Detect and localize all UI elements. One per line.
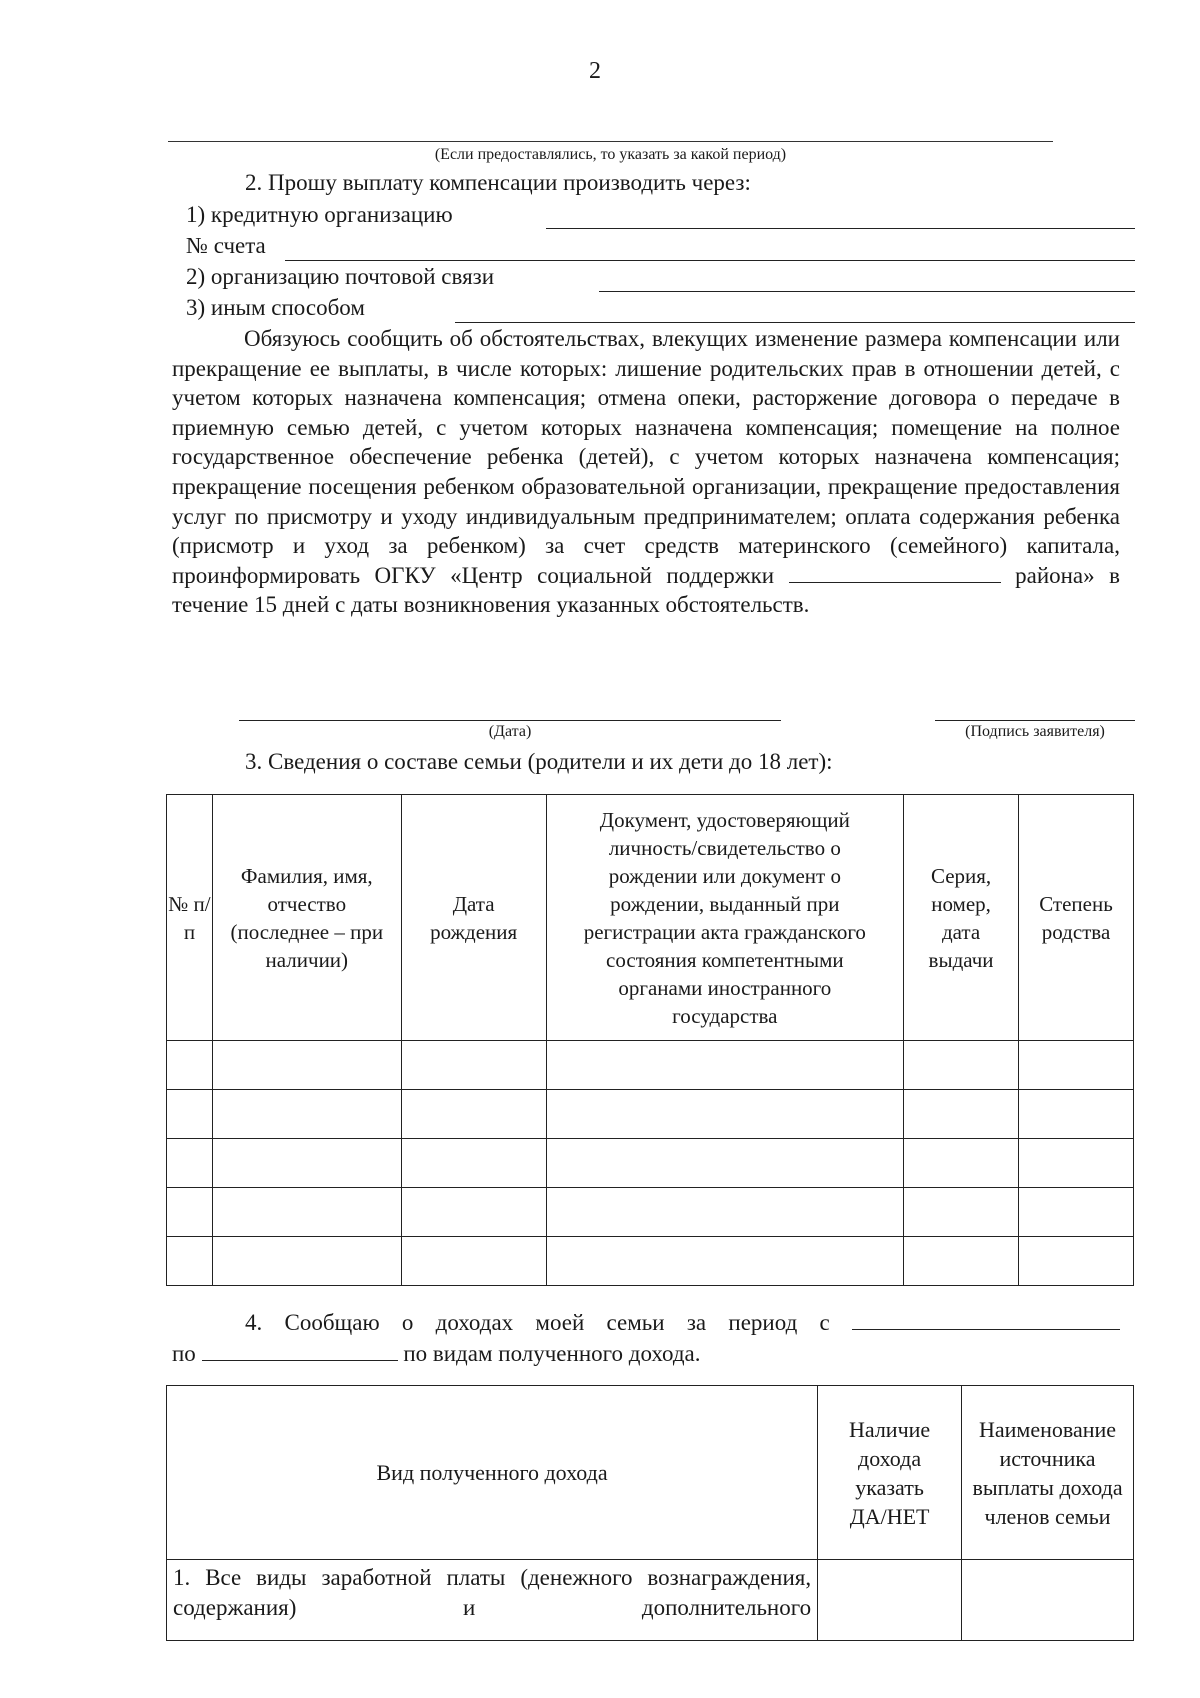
table-cell[interactable] [904, 1237, 1019, 1286]
table-cell[interactable] [212, 1041, 401, 1090]
col-income-presence: Наличие дохода указать ДА/НЕТ [818, 1386, 962, 1560]
table-cell[interactable] [212, 1188, 401, 1237]
income-period-text: 4. Сообщаю о доходах моей семьи за период с [245, 1310, 830, 1335]
table-cell[interactable] [167, 1188, 213, 1237]
period-note: (Если предоставлялись, то указать за какой период) [434, 146, 787, 163]
table-cell[interactable] [546, 1139, 904, 1188]
obligation-text-2: района» в течение 15 дней с даты возникновения указанных обстоятельств. [172, 562, 1121, 618]
section2-heading: 2. Прошу выплату компенсации производить через: [245, 170, 751, 195]
signature-label: (Подпись заявителя) [965, 723, 1105, 740]
family-table-header [167, 795, 1134, 1041]
table-cell[interactable] [167, 1090, 213, 1139]
table-cell[interactable] [546, 1188, 904, 1237]
option-credit-org: 1) кредитную организацию [186, 202, 453, 227]
period-to-prefix: по [172, 1341, 196, 1366]
table-cell[interactable] [167, 1139, 213, 1188]
table-row [167, 1237, 1134, 1286]
post-office-field[interactable] [599, 291, 1135, 292]
table-cell[interactable] [1019, 1090, 1134, 1139]
col-full-name: Фамилия, имя, отчество (последнее – при наличии) [212, 795, 401, 1041]
income-type-cell [167, 1560, 818, 1641]
table-cell[interactable] [401, 1188, 546, 1237]
income-types-text: по видам полученного дохода. [403, 1341, 701, 1366]
date-line[interactable] [239, 720, 781, 721]
table-cell[interactable] [904, 1090, 1019, 1139]
table-cell[interactable] [167, 1237, 213, 1286]
option-post-office: 2) организацию почтовой связи [186, 264, 495, 289]
table-cell[interactable] [1019, 1237, 1134, 1286]
table-row [167, 1041, 1134, 1090]
income-type-text: 1. Все виды заработной платы (денежного вознаграждения, содержания) и дополнительного [173, 1565, 812, 1620]
account-label: № счета [186, 233, 266, 258]
table-cell[interactable] [1019, 1188, 1134, 1237]
table-cell[interactable] [212, 1237, 401, 1286]
table-cell[interactable] [904, 1139, 1019, 1188]
account-field[interactable] [285, 260, 1135, 261]
income-table [166, 1385, 1134, 1641]
credit-org-field[interactable] [546, 228, 1135, 229]
district-field[interactable] [789, 581, 1001, 583]
col-relationship: Степень родства [1019, 795, 1134, 1041]
table-cell[interactable] [904, 1041, 1019, 1090]
section3-heading: 3. Сведения о составе семьи (родители и их дети до 18 лет): [245, 749, 833, 774]
period-line [168, 141, 1053, 142]
table-cell[interactable] [401, 1041, 546, 1090]
col-identity-document: Документ, удостоверяющий личность/свидетельство о рождении или документ о рождении, выданный при регистрации акта гражданского состояния компетентными органами иностранного государства [546, 795, 904, 1041]
table-cell[interactable] [401, 1090, 546, 1139]
table-cell[interactable] [546, 1090, 904, 1139]
table-cell[interactable] [1019, 1139, 1134, 1188]
col-number: № п/п [167, 795, 213, 1041]
family-table [166, 794, 1134, 1286]
table-cell[interactable] [546, 1041, 904, 1090]
table-cell[interactable] [401, 1139, 546, 1188]
col-income-source: Наименование источника выплаты дохода членов семьи [962, 1386, 1134, 1560]
table-cell[interactable] [167, 1041, 213, 1090]
income-source-cell[interactable] [962, 1560, 1134, 1641]
table-cell[interactable] [212, 1139, 401, 1188]
period-from-field[interactable] [852, 1328, 1120, 1330]
option-other: 3) иным способом [186, 295, 365, 320]
section4-line2 [172, 1339, 701, 1369]
obligation-paragraph [172, 324, 1120, 620]
other-method-field[interactable] [455, 322, 1135, 323]
col-birth-date: Дата рождения [401, 795, 546, 1041]
table-cell[interactable] [401, 1237, 546, 1286]
section4-line1 [172, 1308, 1120, 1338]
table-row [167, 1560, 1134, 1641]
col-income-type: Вид полученного дохода [167, 1386, 818, 1560]
date-label: (Дата) [488, 723, 532, 740]
table-row [167, 1188, 1134, 1237]
table-row [167, 1139, 1134, 1188]
col-document-details: Серия, номер, дата выдачи [904, 795, 1019, 1041]
table-cell[interactable] [1019, 1041, 1134, 1090]
signature-line[interactable] [935, 720, 1135, 721]
income-presence-cell[interactable] [818, 1560, 962, 1641]
income-table-header [167, 1386, 1134, 1560]
page-number: 2 [589, 58, 601, 84]
obligation-text-1: Обязуюсь сообщить об обстоятельствах, влекущих изменение размера компенсации или прекращение ее выплаты, в числе которых: лишение родительских прав в отношении детей, с учетом которых назначена компенсация; отмена опеки, расторжение договора о передаче в приемную семью детей, с учетом которых назначена компенсация; помещение на полное государственное обеспечение ребенка (детей), с учетом которых назначена компенсация; прекращение посещения ребенком образовательной организации, прекращение предоставления услуг по присмотру и уходу индивидуальным предпринимателем; оплата содержания ребенка (присмотр и уход за ребенком) за счет средств материнского (семейного) капитала, проинформировать ОГКУ «Центр социальной поддержки [172, 326, 1120, 588]
table-row [167, 1090, 1134, 1139]
table-cell[interactable] [212, 1090, 401, 1139]
table-cell[interactable] [904, 1188, 1019, 1237]
table-cell[interactable] [546, 1237, 904, 1286]
period-to-field[interactable] [202, 1359, 398, 1361]
